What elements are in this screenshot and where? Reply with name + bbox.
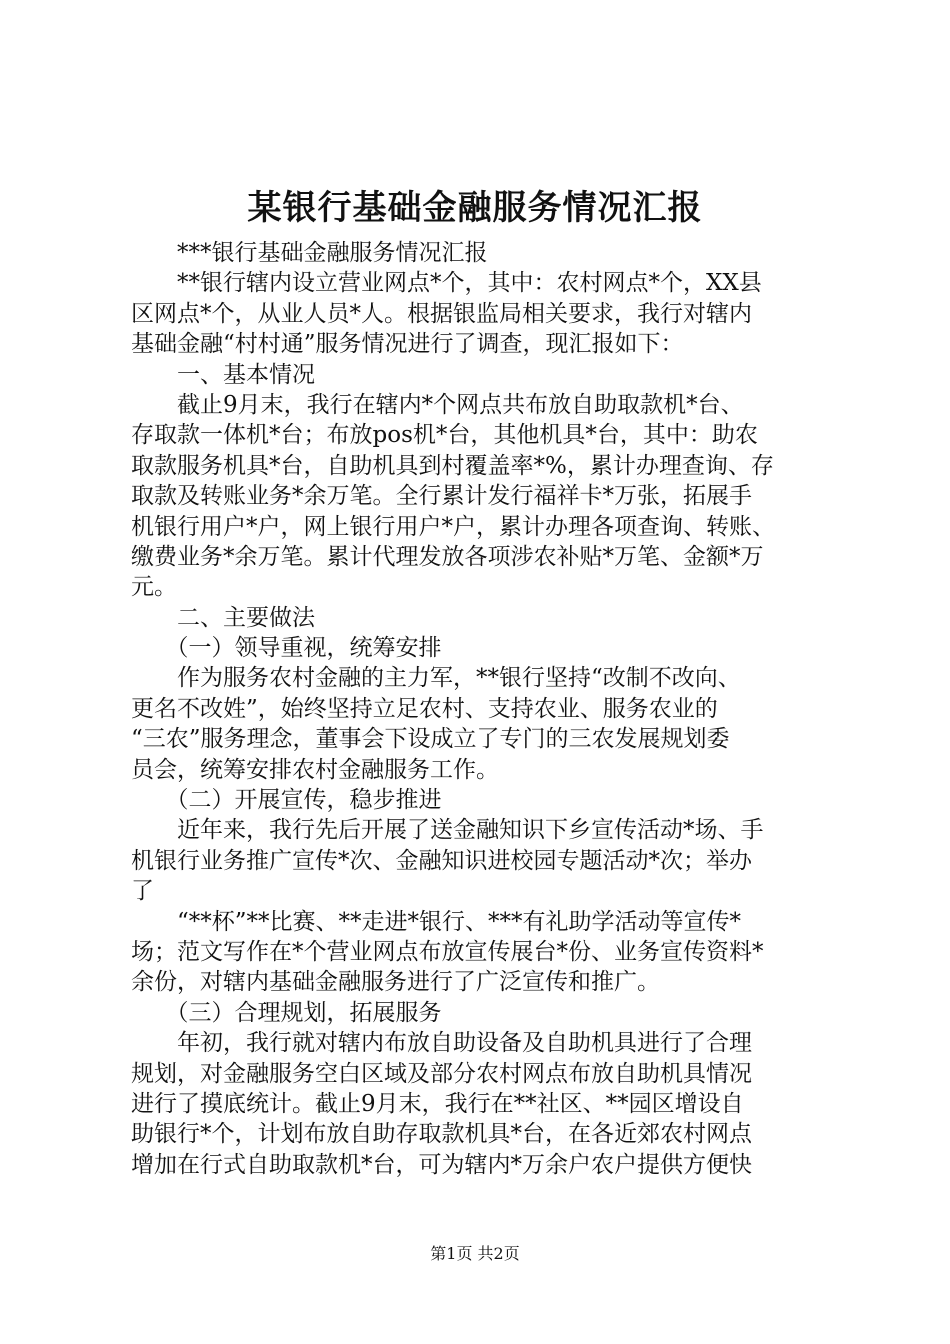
body-line: “**杯”**比赛、**走进*银行、***有礼助学活动等宣传* xyxy=(131,908,742,935)
body-line: 年初，我行就对辖内布放自助设备及自助机具进行了合理 xyxy=(131,1030,752,1057)
body-line: **银行辖内设立营业网点*个，其中：农村网点*个，XX县 xyxy=(131,270,762,297)
body-line: 机银行业务推广宣传*次、金融知识进校园专题活动*次；举办 xyxy=(131,847,752,874)
body-line: 取款及转账业务*余万笔。全行累计发行福祥卡*万张，拓展手 xyxy=(131,483,752,510)
body-line: ***银行基础金融服务情况汇报 xyxy=(131,240,488,266)
body-line: 近年来，我行先后开展了送金融知识下乡宣传活动*场、手 xyxy=(131,817,764,844)
section-heading: 一、基本情况 xyxy=(131,361,315,388)
body-line: 基础金融“村村通”服务情况进行了调查，现汇报如下： xyxy=(131,331,684,358)
body-line: 员会，统筹安排农村金融服务工作。 xyxy=(131,756,499,783)
body-line: 机银行用户*户，网上银行用户*户，累计办理各项查询、转账、 xyxy=(131,513,775,540)
subsection-heading: （三）合理规划，拓展服务 xyxy=(131,999,442,1026)
section-heading: 二、主要做法 xyxy=(131,604,315,631)
body-line: 助银行*个，计划布放自助存取款机具*台，在各近郊农村网点 xyxy=(131,1121,752,1148)
body-line: 截止9月末，我行在辖内*个网点共布放自助取款机*台、 xyxy=(131,391,744,418)
body-line: 进行了摸底统计。截止9月末，我行在**社区、**园区增设自 xyxy=(131,1090,744,1117)
body-line: 取款服务机具*台，自助机具到村覆盖率*%，累计办理查询、存 xyxy=(131,452,774,479)
subsection-heading: （二）开展宣传，稳步推进 xyxy=(131,787,442,814)
body-line: 作为服务农村金融的主力军，**银行坚持“改制不改向、 xyxy=(131,665,741,692)
document-title: 某银行基础金融服务情况汇报 xyxy=(247,188,703,228)
document-body xyxy=(131,238,831,1180)
page-footer: 第1页 共2页 xyxy=(430,1244,520,1263)
body-line: 余份，对辖内基础金融服务进行了广泛宣传和推广。 xyxy=(131,969,660,996)
body-line: 缴费业务*余万笔。累计代理发放各项涉农补贴*万笔、金额*万 xyxy=(131,543,764,570)
body-line: 了 xyxy=(131,878,154,905)
body-line: 更名不改姓”，始终坚持立足农村、支持农业、服务农业的 xyxy=(131,695,718,722)
body-line: 增加在行式自助取款机*台，可为辖内*万余户农户提供方便快 xyxy=(131,1151,752,1178)
body-line: 区网点*个，从业人员*人。根据银监局相关要求，我行对辖内 xyxy=(131,300,752,327)
body-line: 规划，对金融服务空白区域及部分农村网点布放自助机具情况 xyxy=(131,1060,752,1087)
subsection-heading: （一）领导重视，统筹安排 xyxy=(131,635,442,662)
body-line: “三农”服务理念，董事会下设成立了专门的三农发展规划委 xyxy=(131,726,730,753)
body-line: 场；范文写作在*个营业网点布放宣传展台*份、业务宣传资料* xyxy=(131,938,764,965)
body-line: 元。 xyxy=(131,574,177,601)
body-line: 存取款一体机*台；布放pos机*台，其他机具*台，其中：助农 xyxy=(131,422,758,449)
